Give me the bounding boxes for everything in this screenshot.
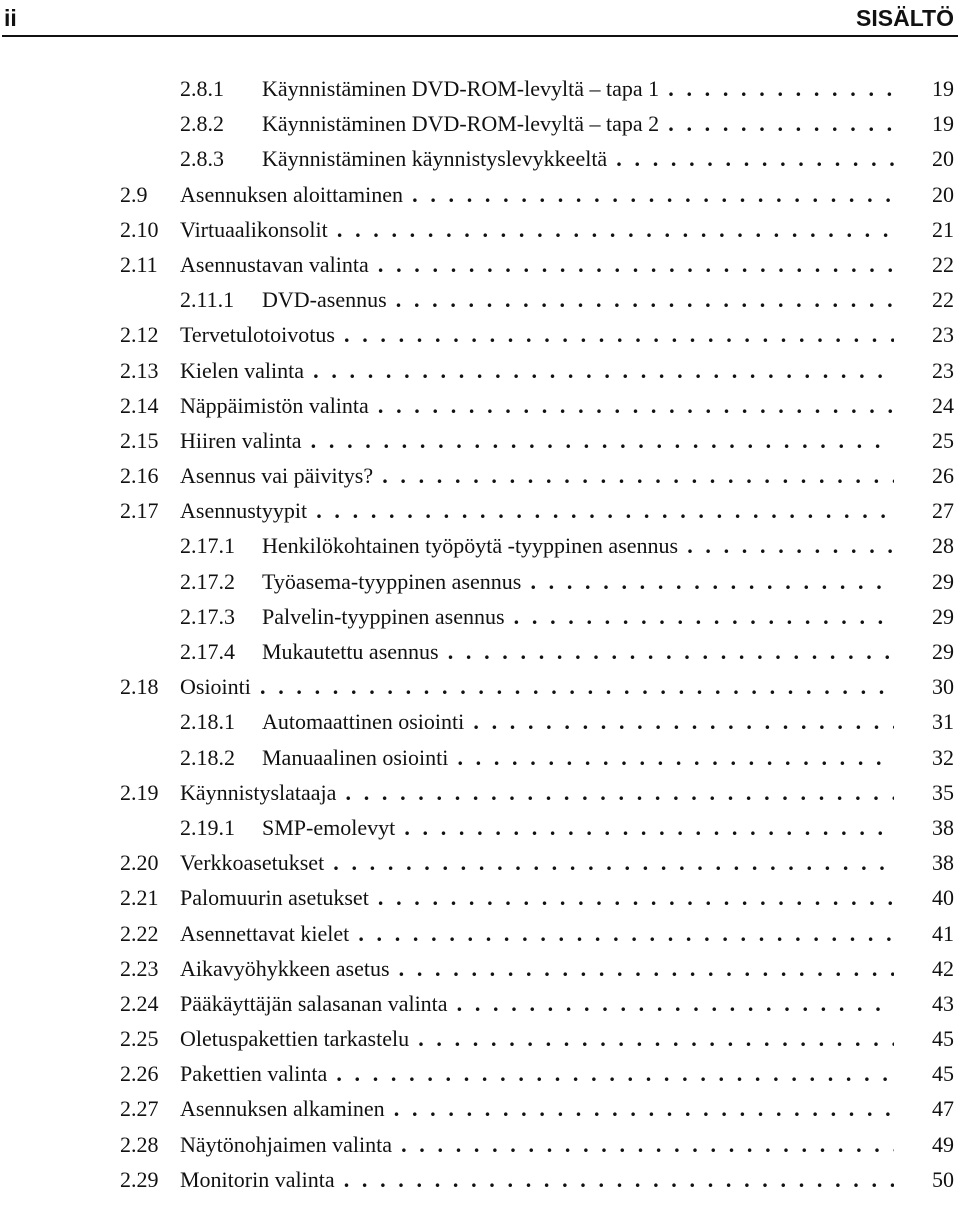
toc-entry[interactable] [0,634,960,669]
toc-entry[interactable] [0,845,960,880]
toc-entry-title: Asennustavan valinta . . . [180,247,894,282]
toc-entry-number: 2.11.1 [180,287,235,313]
toc-entry-title: Asennuksen alkaminen . . . [180,1091,894,1126]
toc-entry-title: Asennus vai päivitys? . . . [180,458,894,493]
toc-entry-number: 2.28 [120,1131,159,1157]
toc-entry-title: Pääkäyttäjän salasanan valinta . . . [180,986,894,1021]
toc-entry-page: 47 [932,1096,954,1122]
toc-entry-title: Käynnistäminen käynnistyslevykkeeltä . . . [262,141,894,176]
toc-entry-page: 19 [932,76,954,101]
toc-entry-number: 2.19.1 [180,814,235,840]
toc-entry-title: DVD-asennus . . . [262,282,894,317]
toc-entry[interactable] [0,458,960,493]
toc-entry-title: Asennettavat kielet . . . [180,916,894,951]
toc-entry-number: 2.20 [120,850,159,876]
toc-entry-number: 2.18.1 [180,709,235,735]
toc-entry-page: 20 [932,181,954,207]
toc-entry-number: 2.11 [120,251,158,277]
toc-entry-number: 2.8.2 [180,111,224,137]
toc-entry-page: 21 [932,216,954,242]
toc-entry-title: Työasema-tyyppinen asennus . . . [262,564,894,599]
toc-entry[interactable] [0,704,960,739]
toc-entry-number: 2.13 [120,357,159,383]
toc-entry-title: Näppäimistön valinta . . . [180,388,894,423]
toc-entry[interactable] [0,880,960,915]
toc-entry-number: 2.14 [120,392,159,418]
toc-entry[interactable] [0,317,960,352]
toc-entry[interactable] [0,916,960,951]
toc-entry-page: 26 [932,463,954,489]
toc-entry-number: 2.12 [120,322,159,348]
toc-entry-number: 2.23 [120,955,159,981]
toc-entry-page: 29 [932,603,954,629]
toc-entry-page: 23 [932,322,954,348]
toc-entry-page: 30 [932,674,954,700]
toc-entry-page: 27 [932,498,954,524]
toc-entry-page: 35 [932,779,954,805]
toc-entry-page: 19 [932,111,954,137]
toc-entry-number: 2.9 [120,181,148,207]
running-title: SISÄLTÖ [856,5,954,31]
page-header [0,0,960,36]
toc-entry-page: 43 [932,990,954,1016]
toc-entry-title: Mukautettu asennus . . . [262,634,894,669]
toc-entry[interactable] [0,177,960,212]
page-number: ii [4,5,17,31]
toc-entry[interactable] [0,247,960,282]
toc-entry-number: 2.16 [120,463,159,489]
toc-entry[interactable] [0,740,960,775]
toc-entry[interactable] [0,141,960,176]
toc-entry-number: 2.8.1 [180,76,224,101]
toc-entry-number: 2.17.1 [180,533,235,559]
toc-entry-number: 2.17.2 [180,568,235,594]
toc-entry-title: Aikavyöhykkeen asetus . . . [180,951,894,986]
toc-entry[interactable] [0,564,960,599]
toc-entry-page: 29 [932,568,954,594]
toc-entry-title: Virtuaalikonsolit . . . [180,212,894,247]
toc-entry-number: 2.18 [120,674,159,700]
toc-entry-number: 2.15 [120,427,159,453]
toc-entry-number: 2.22 [120,920,159,946]
toc-entry-page: 50 [932,1166,954,1192]
toc-entry-title: Oletuspakettien tarkastelu . . . [180,1021,894,1056]
toc-entry-title: Verkkoasetukset . . . [180,845,894,880]
toc-entry-title: Käynnistäminen DVD-ROM-levyltä – tapa 2 . . . [262,106,894,141]
header-rule [2,35,958,37]
toc-entry[interactable] [0,71,960,106]
toc-entry[interactable] [0,599,960,634]
toc-entry-number: 2.19 [120,779,159,805]
toc-entry-page: 41 [932,920,954,946]
toc-entry-page: 28 [932,533,954,559]
toc-entry-number: 2.17.4 [180,639,235,664]
toc-entry-page: 20 [932,146,954,172]
toc-entry-title: Asennustyypit . . . [180,493,894,528]
toc-entry-page: 22 [932,287,954,313]
toc-entry[interactable] [0,810,960,845]
toc-entry-title: Asennuksen aloittaminen . . . [180,177,894,212]
toc-entry[interactable] [0,669,960,704]
toc-entry-page: 25 [932,427,954,453]
toc-entry[interactable] [0,212,960,247]
toc-entry-title: Tervetulotoivotus . . . [180,317,894,352]
toc-entry-page: 42 [932,955,954,981]
toc-entry-number: 2.8.3 [180,146,224,172]
toc-entry-title: Henkilökohtainen työpöytä -tyyppinen asennus . . . [262,528,894,563]
toc-entry-title: Käynnistyslataaja . . . [180,775,894,810]
toc-entry-number: 2.25 [120,1026,159,1052]
toc-entry-title: Hiiren valinta . . . [180,423,894,458]
toc-entry-page: 40 [932,885,954,911]
toc-entry[interactable] [0,423,960,458]
toc-entry-number: 2.21 [120,885,159,911]
toc-entry-title: Näytönohjaimen valinta . . . [180,1127,894,1162]
toc-entry-title: Palomuurin asetukset . . . [180,880,894,915]
toc-entry[interactable] [0,1091,960,1126]
toc-entry-title: SMP-emolevyt . . . [262,810,894,845]
toc-entry[interactable] [0,282,960,317]
toc-entry-number: 2.17 [120,498,159,524]
toc-entry[interactable] [0,775,960,810]
toc-entry-page: 32 [932,744,954,770]
toc-entry[interactable] [0,528,960,563]
toc-entry[interactable] [0,493,960,528]
toc-entry-number: 2.18.2 [180,744,235,770]
toc-entry-number: 2.24 [120,990,159,1016]
toc-entry[interactable] [0,1127,960,1162]
toc-entry-title: Käynnistäminen DVD-ROM-levyltä – tapa 1 . . . [262,71,894,106]
toc-entry-page: 45 [932,1061,954,1087]
toc-entry[interactable] [0,1162,960,1197]
toc-entry-page: 23 [932,357,954,383]
toc-entry[interactable] [0,1021,960,1056]
toc-entry-number: 2.10 [120,216,159,242]
toc-entry-page: 24 [932,392,954,418]
toc-entry-title: Pakettien valinta . . . [180,1056,894,1091]
toc-entry-page: 31 [932,709,954,735]
toc-entry-number: 2.26 [120,1061,159,1087]
toc-entry-title: Monitorin valinta . . . [180,1162,894,1197]
toc-entry[interactable] [0,1056,960,1091]
table-of-contents [0,71,960,1197]
toc-entry-title: Automaattinen osiointi . . . [262,704,894,739]
toc-entry[interactable] [0,951,960,986]
toc-entry-page: 22 [932,251,954,277]
toc-entry-title: Osiointi . . . [180,669,894,704]
toc-entry-number: 2.29 [120,1166,159,1192]
toc-entry-number: 2.27 [120,1096,159,1122]
toc-entry[interactable] [0,986,960,1021]
toc-entry[interactable] [0,353,960,388]
toc-entry[interactable] [0,388,960,423]
toc-entry-page: 29 [932,639,954,664]
toc-entry-page: 45 [932,1026,954,1052]
toc-entry-page: 38 [932,814,954,840]
toc-entry-number: 2.17.3 [180,603,235,629]
toc-entry-page: 49 [932,1131,954,1157]
toc-entry-title: Kielen valinta . . . [180,353,894,388]
toc-entry-title: Palvelin-tyyppinen asennus . . . [262,599,894,634]
toc-entry[interactable] [0,106,960,141]
toc-entry-title: Manuaalinen osiointi . . . [262,740,894,775]
toc-entry-page: 38 [932,850,954,876]
